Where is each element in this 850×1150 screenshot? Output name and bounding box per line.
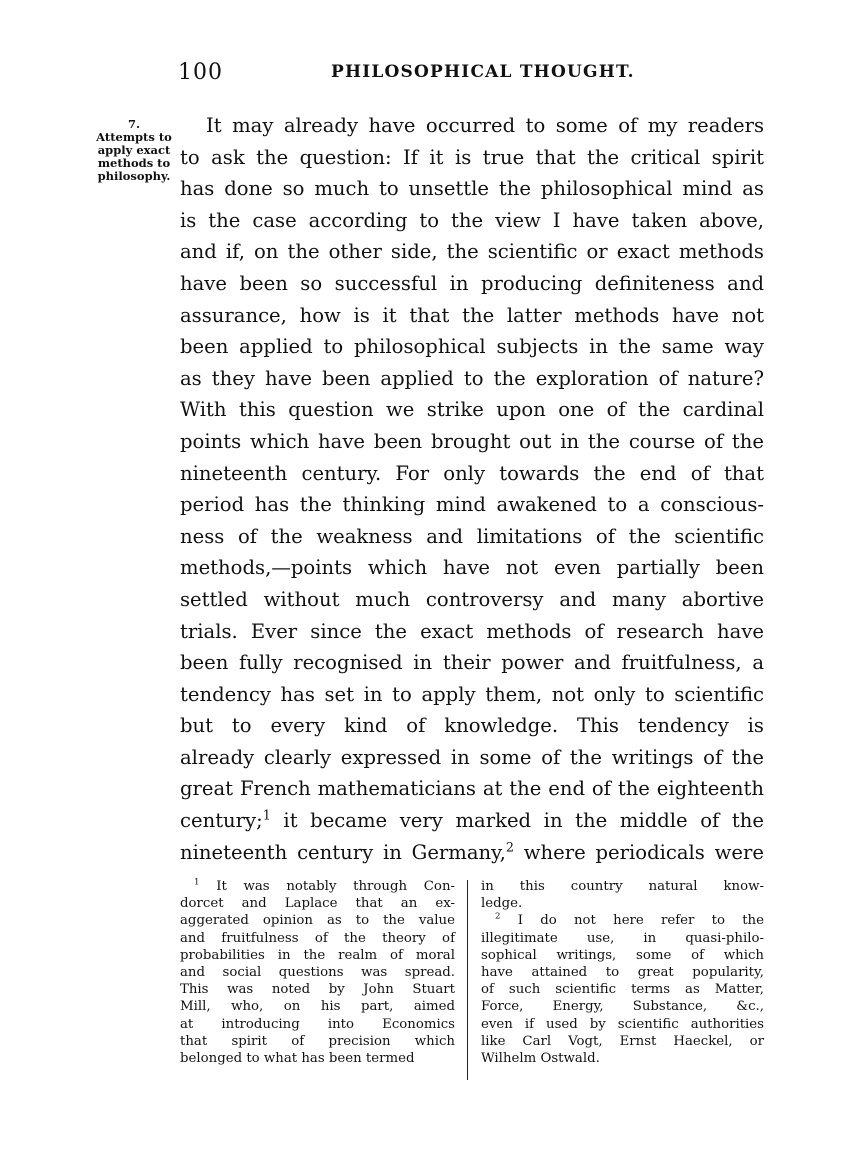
footnote-1 [180,878,455,1067]
body-line: has done so much to unsettle the philosophical mind as [180,177,764,201]
footnote-line: illegitimate use, in quasi-philo- [481,930,764,946]
body-line: already clearly expressed in some of the writings of the [180,745,764,769]
footnote-line [481,912,764,929]
body-text-segment: nineteenth century in Germany, [180,840,506,864]
page-number: 100 [178,60,223,85]
footnote-line: Force, Energy, Substance, &c., [481,999,764,1015]
footnote-line: sophical writings, some of which [481,947,764,963]
body-line: assurance, how is it that the latter methods have not [180,303,764,327]
footnote-line: in this country natural know- [481,879,764,894]
footnote-line: that spirit of precision which [180,1033,455,1049]
footnote-marker: 2 [495,911,501,922]
body-line: but to every kind of knowledge. This tendency is [180,714,764,738]
body-line: is the case according to the view I have taken above, [180,208,764,232]
body-line: It may already have occurred to some of my readers [206,114,764,137]
footnote-line: of such scientific terms as Matter, [481,982,764,998]
body-line: been applied to philosophical subjects in the same way [180,335,764,359]
body-line: settled without much controversy and many abortive [180,587,764,611]
footnote-line: Wilhelm Ostwald. [481,1051,600,1067]
footnote-2 [481,878,764,1067]
body-text-segment: where periodicals were [513,840,764,864]
footnote-line: have attained to great popularity, [481,965,764,981]
footnote-line: probabilities in the realm of moral [180,947,455,963]
body-line: great French mathematicians at the end of the eighteenth [180,777,764,801]
margin-note-number: 7. [127,117,140,131]
body-line: methods,—points which have not even partially been [180,556,764,580]
footnote-ref-1[interactable]: 1 [262,808,271,824]
margin-note-line: apply exact [97,143,171,157]
body-line: nineteenth century. For only towards the end of that [180,461,764,485]
footnote-line: and social questions was spread. [180,965,455,981]
body-line: been fully recognised in their power and fruitfulness, a [180,651,764,675]
body-line: to ask the question: If it is true that the critical spirit [180,145,764,169]
body-line: tendency has set in to apply them, not only to scientific [180,682,764,706]
footnote-line: aggerated opinion as to the value [180,913,455,929]
margin-note-line: Attempts to [96,130,172,144]
footnote-line: and fruitfulness of the theory of [180,930,455,946]
body-line: points which have been brought out in the course of the [180,429,764,453]
margin-note [86,118,182,183]
footnote-marker: 1 [194,877,200,888]
footnote-line: belonged to what has been termed [180,1051,415,1067]
running-title: PHILOSOPHICAL THOUGHT. [331,62,635,82]
body-text-segment: it became very marked in the middle of the [270,809,764,833]
body-line: ness of the weakness and limitations of the scientific [180,524,764,548]
footnote-line: like Carl Vogt, Ernst Haeckel, or [481,1033,764,1049]
footnote-text-segment: I do not here refer to the [500,913,764,929]
footnote-ref-2[interactable]: 2 [505,840,514,856]
footnote-line: dorcet and Laplace that an ex- [180,896,455,912]
footnote-divider [467,880,468,1080]
body-line: as they have been applied to the exploration of nature? [180,366,764,390]
margin-note-line: philosophy. [97,169,171,183]
body-line: and if, on the other side, the scientific or exact methods [180,240,764,264]
footnote-text-segment: It was notably through Con- [199,879,455,894]
footnote-line: even if used by scientific authorities [481,1016,764,1032]
footnote-line: ledge. [481,896,523,912]
body-text-segment: century; [180,809,263,833]
body-line [180,837,764,869]
footnote-line: Mill, who, on his part, aimed [180,999,455,1015]
footnote-line: This was noted by John Stuart [180,982,455,998]
body-line: trials. Ever since the exact methods of research have [180,619,764,643]
footnote-line [180,878,455,895]
body-text [180,110,764,868]
footnote-line: at introducing into Economics [180,1016,455,1032]
margin-note-line: methods to [97,156,171,170]
body-line: have been so successful in producing definiteness and [180,271,764,295]
body-line: With this question we strike upon one of the cardinal [180,398,764,422]
body-line: period has the thinking mind awakened to a conscious- [180,493,764,517]
page-header [176,60,764,90]
body-line [180,805,764,837]
